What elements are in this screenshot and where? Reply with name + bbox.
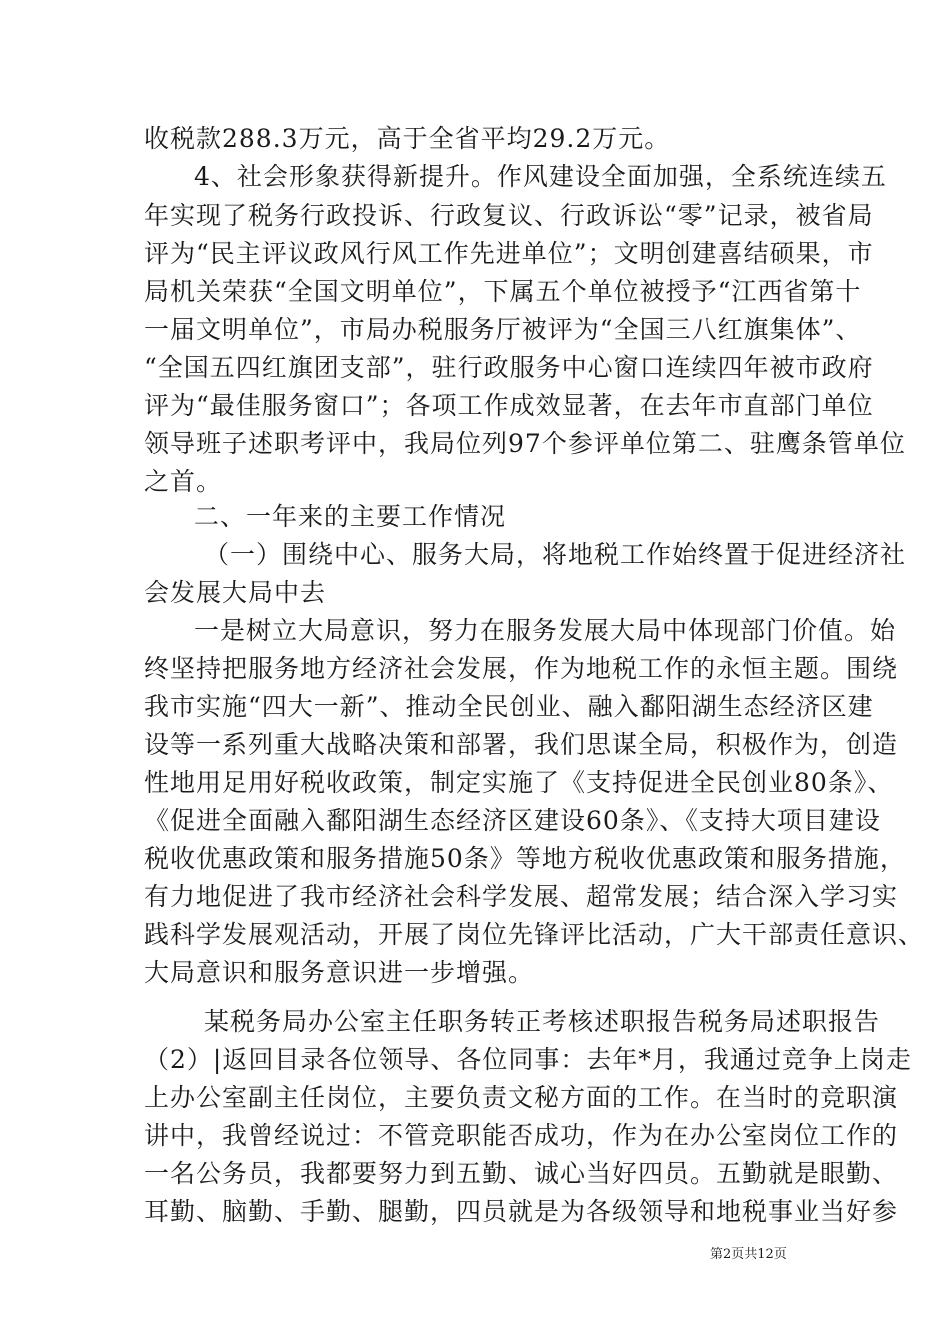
text-line: 大局意识和服务意识进一步增强。 — [144, 958, 535, 987]
text-line: 上办公室副主任岗位，主要负责文秘方面的工作。在当时的竞职演 — [144, 1083, 899, 1112]
text-line: 讲中，我曾经说过：不管竞职能否成功，作为在办公室岗位工作的 — [144, 1121, 899, 1150]
subsection-heading: （一）围绕中心、服务大局，将地税工作始终置于促进经济社 — [204, 540, 907, 569]
text-line: 《促进全面融入鄱阳湖生态经济区建设60条》、《支持大项目建设 — [144, 806, 881, 835]
text-line: 一名公务员，我都要努力到五勤、诚心当好四员。五勤就是眼勤、 — [144, 1159, 899, 1188]
text-line: 之首。 — [144, 467, 223, 496]
text-line: 性地用足用好税收政策，制定实施了《支持促进全民创业80条》、 — [144, 768, 894, 797]
text-line: 践科学发展观活动，开展了岗位先锋评比活动，广大干部责任意识、 — [144, 920, 925, 949]
text-line: 有力地促进了我市经济社会科学发展、超常发展；结合深入学习实 — [144, 882, 899, 911]
text-line: 评为“最佳服务窗口”；各项工作成效显著，在去年市直部门单位 — [144, 391, 874, 420]
text-line: 耳勤、脑勤、手勤、腿勤，四员就是为各级领导和地税事业当好参 — [144, 1197, 899, 1226]
text-line: （2）|返回目录各位领导、各位同事：去年*月，我通过竞争上岗走 — [144, 1045, 912, 1074]
text-line: 评为“民主评议政风行风工作先进单位”；文明创建喜结硕果，市 — [144, 239, 874, 268]
text-line: 4、社会形象获得新提升。作风建设全面加强，全系统连续五 — [194, 162, 887, 191]
text-line: 局机关荣获“全国文明单位”，下属五个单位被授予“江西省第十 — [144, 277, 862, 306]
section-heading: 二、一年来的主要工作情况 — [194, 502, 507, 531]
text-line: 税收优惠政策和服务措施50条》等地方税收优惠政策和服务措施， — [144, 844, 906, 873]
text-line: 年实现了税务行政投诉、行政复议、行政诉讼“零”记录，被省局 — [144, 201, 874, 230]
text-line: “全国五四红旗团支部”，驻行政服务中心窗口连续四年被市政府 — [144, 353, 874, 382]
text-line: 一是树立大局意识，努力在服务发展大局中体现部门价值。始 — [194, 616, 897, 645]
text-line: 设等一系列重大战略决策和部署，我们思谋全局，积极作为，创造 — [144, 730, 899, 759]
text-line: 终坚持把服务地方经济社会发展，作为地税工作的永恒主题。围绕 — [144, 654, 899, 683]
text-line: 收税款288.3万元，高于全省平均29.2万元。 — [144, 124, 671, 153]
text-line: 一届文明单位”，市局办税服务厅被评为“全国三八红旗集体”、 — [144, 315, 862, 344]
text-line: 领导班子述职考评中，我局位列97个参评单位第二、驻鹰条管单位 — [144, 429, 906, 458]
page-number: 第2页共12页 — [710, 1247, 787, 1262]
text-line: 我市实施“四大一新”、推动全民创业、融入鄱阳湖生态经济区建 — [144, 692, 874, 721]
text-line: 某税务局办公室主任职务转正考核述职报告税务局述职报告 — [204, 1007, 881, 1036]
subsection-heading: 会发展大局中去 — [144, 578, 327, 607]
